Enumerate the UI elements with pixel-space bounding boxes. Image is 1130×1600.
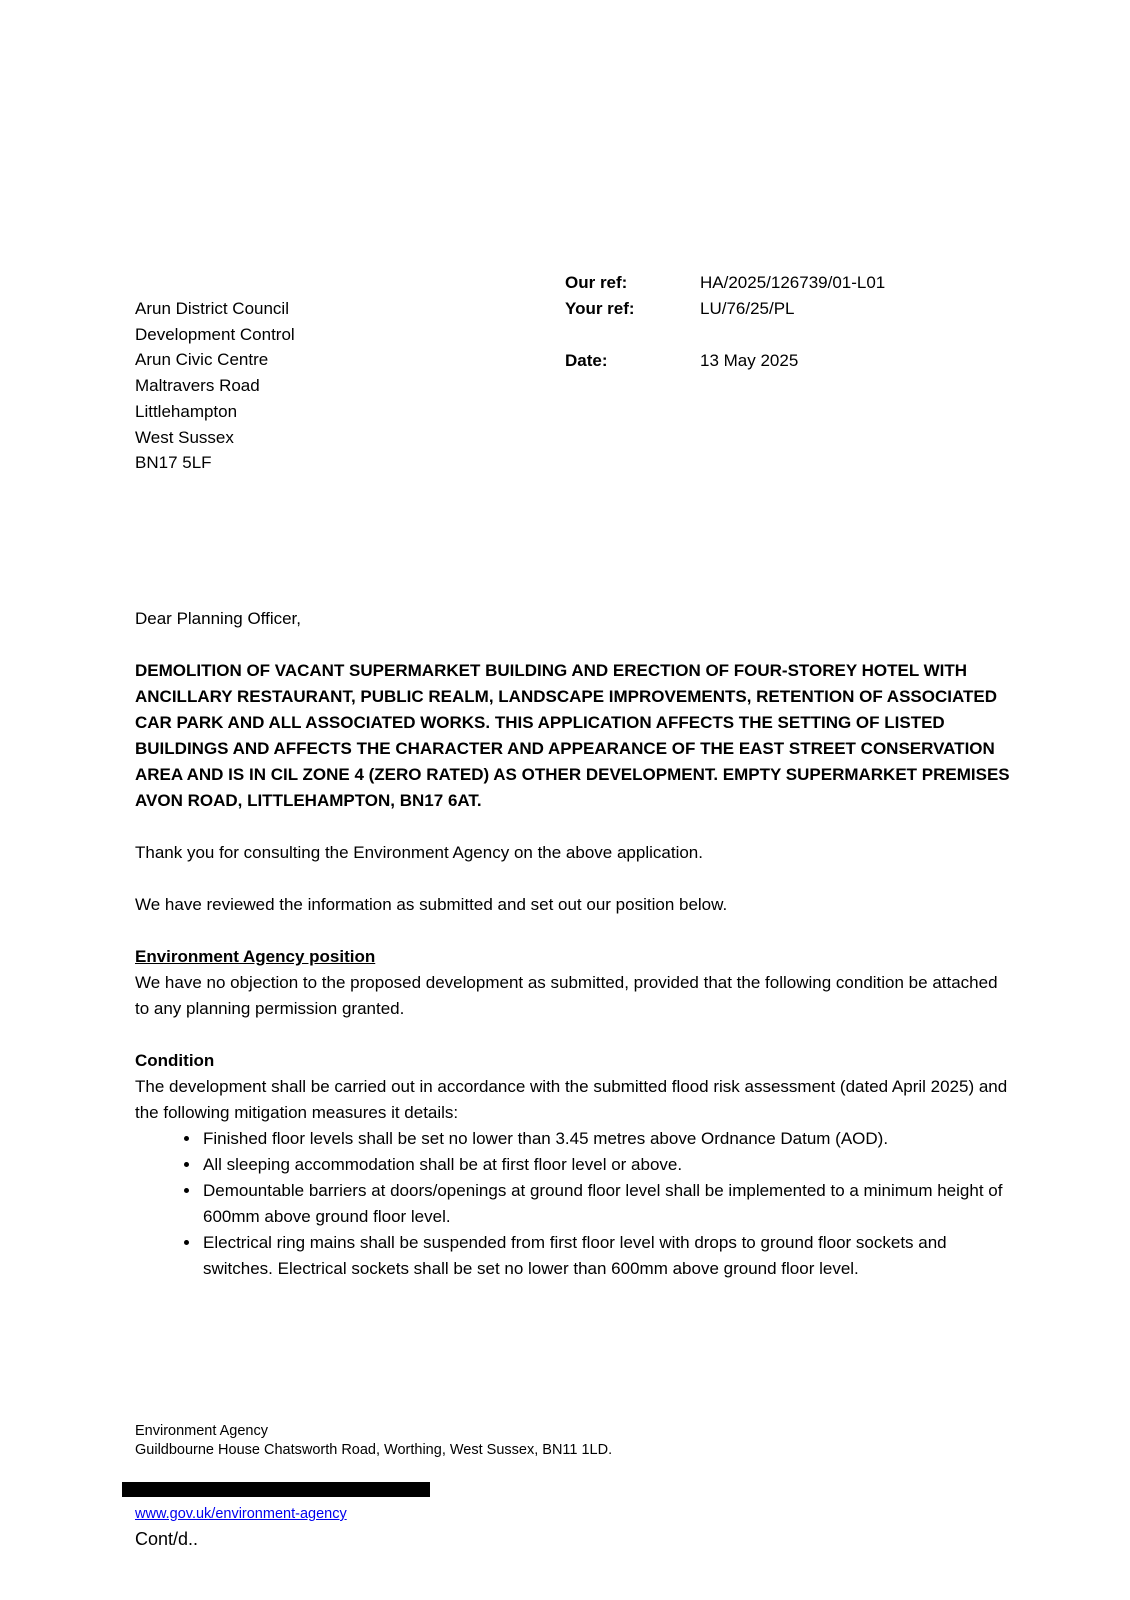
our-ref-row	[565, 270, 885, 296]
our-ref-value: HA/2025/126739/01-L01	[700, 273, 886, 292]
recipient-line: Arun Civic Centre	[135, 350, 269, 370]
condition-item: • Electrical ring mains shall be suspended from first floor level with drops to ground floor sockets and switches. Electrical sockets shall be set no lower than 600mm above ground floor level.	[201, 1230, 1013, 1282]
date-row	[565, 348, 885, 374]
condition-list	[135, 1126, 1013, 1282]
recipient-line: BN17 5LF	[135, 453, 212, 473]
your-ref-row	[565, 296, 885, 322]
footer-org: Environment Agency	[135, 1423, 268, 1439]
reviewed-paragraph: We have reviewed the information as submitted and set out our position below.	[135, 895, 728, 914]
footer-address: Guildbourne House Chatsworth Road, Worthing, West Sussex, BN11 1LD.	[135, 1442, 613, 1458]
our-ref-label: Our ref:	[565, 273, 628, 292]
position-body: We have no objection to the proposed development as submitted, provided that the following condition be attached to any planning permission granted.	[135, 973, 998, 1018]
thanks-paragraph: Thank you for consulting the Environment Agency on the above application.	[135, 843, 703, 862]
recipient-line: Maltravers Road	[135, 376, 260, 396]
condition-item: • Demountable barriers at doors/openings at ground floor level shall be implemented to a minimum height of 600mm above ground floor level.	[201, 1178, 1013, 1230]
reference-block	[565, 270, 885, 374]
your-ref-value: LU/76/25/PL	[700, 299, 795, 318]
position-heading: Environment Agency position	[135, 947, 376, 966]
condition-item: • Finished floor levels shall be set no lower than 3.45 metres above Ordnance Datum (AOD).	[201, 1126, 1013, 1152]
condition-item: • All sleeping accommodation shall be at first floor level or above.	[201, 1152, 1013, 1178]
subject-paragraph: DEMOLITION OF VACANT SUPERMARKET BUILDING AND ERECTION OF FOUR-STOREY HOTEL WITH ANCILLARY RESTAURANT, PUBLIC REALM, LANDSCAPE IMPROVEMENTS, RETENTION OF ASSOCIATED CAR PARK AND ALL ASSOCIATED WORKS. THIS APPLICATION AFFECTS THE SETTING OF LISTED BUILDINGS AND AFFECTS THE CHARACTER AND APPEARANCE OF THE EAST STREET CONSERVATION AREA AND IS IN CIL ZONE 4 (ZERO RATED) AS OTHER DEVELOPMENT. EMPTY SUPERMARKET PREMISES AVON ROAD, LITTLEHAMPTON, BN17 6AT.	[135, 661, 1010, 810]
recipient-address	[135, 296, 295, 476]
letter-body	[135, 606, 1013, 1282]
recipient-line: Littlehampton	[135, 401, 238, 421]
recipient-line: Development Control	[135, 324, 295, 344]
condition-heading: Condition	[135, 1051, 215, 1070]
redacted-bar	[122, 1482, 430, 1497]
date-label: Date:	[565, 351, 608, 370]
recipient-line: West Sussex	[135, 427, 234, 447]
contd-marker: Cont/d..	[135, 1529, 199, 1549]
date-value: 13 May 2025	[700, 351, 799, 370]
environment-agency-link[interactable]: www.gov.uk/environment-agency	[135, 1506, 347, 1522]
recipient-line: Arun District Council	[135, 299, 289, 318]
salutation: Dear Planning Officer,	[135, 609, 301, 628]
your-ref-label: Your ref:	[565, 299, 635, 318]
letter-footer	[135, 1422, 612, 1549]
ref-spacer	[565, 322, 885, 348]
footer-link-row	[135, 1505, 612, 1524]
condition-intro: The development shall be carried out in accordance with the submitted flood risk assessment (dated April 2025) and the following mitigation measures it details:	[135, 1077, 1008, 1122]
